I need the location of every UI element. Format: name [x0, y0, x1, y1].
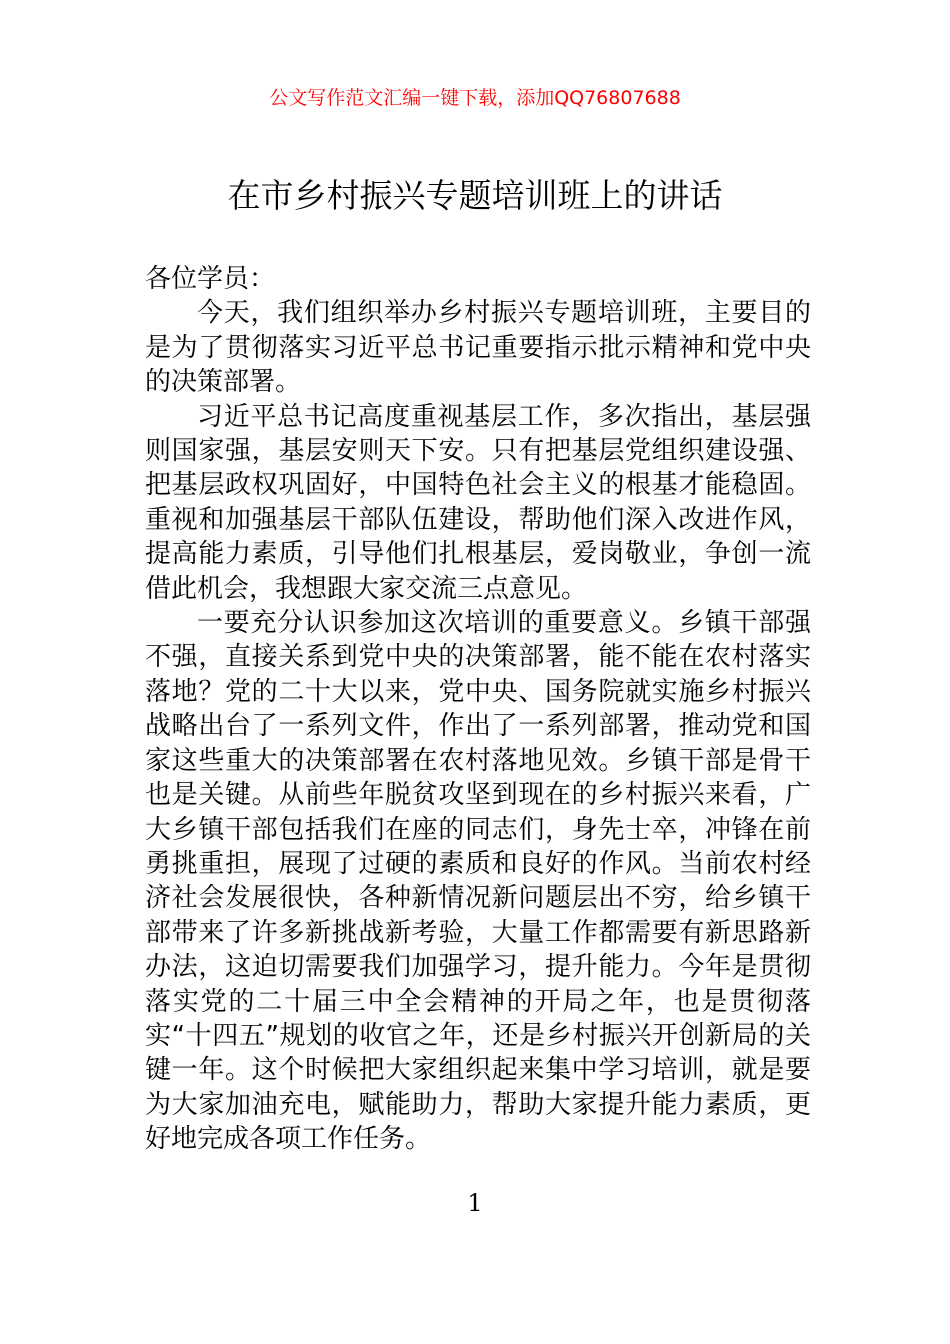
- paragraph-background: 习近平总书记高度重视基层工作，多次指出，基层强则国家强，基层安则天下安。只有把基层党组织建设强、把基层政权巩固好，中国特色社会主义的根基才能稳固。重视和加强基层干部队伍建设，帮助他们深入改进作风，提高能力素质，引导他们扎根基层，爱岗敬业，争创一流借此机会，我想跟大家交流三点意见。: [145, 401, 811, 604]
- download-ad-note: 公文写作范文汇编一键下载，添加QQ76807688: [269, 87, 681, 109]
- paragraph-point-one: 一要充分认识参加这次培训的重要意义。乡镇干部强不强，直接关系到党中央的决策部署，能不能在农村落实落地？党的二十大以来，党中央、国务院就实施乡村振兴战略出台了一系列文件，作出了一系列部署，推动党和国家这些重大的决策部署在农村落地见效。乡镇干部是骨干也是关键。从前些年脱贫攻坚到现在的乡村振兴来看，广大乡镇干部包括我们在座的同志们，身先士卒，冲锋在前勇挑重担，展现了过硬的素质和良好的作风。当前农村经济社会发展很快，各种新情况新问题层出不穷，给乡镇干部带来了许多新挑战新考验，大量工作都需要有新思路新办法，这迫切需要我们加强学习，提升能力。今年是贯彻落实党的二十届三中全会精神的开局之年，也是贯彻落实“十四五”规划的收官之年，还是乡村振兴开创新局的关键一年。这个时候把大家组织起来集中学习培训，就是要为大家加油充电，赋能助力，帮助大家提升能力素质，更好地完成各项工作任务。: [145, 608, 811, 1155]
- document-title: 在市乡村振兴专题培训班上的讲话: [227, 176, 723, 215]
- page-number: 1: [467, 1189, 483, 1217]
- salutation: 各位学员：: [145, 264, 276, 294]
- speech-body: [145, 262, 811, 1157]
- paragraph-intro: 今天，我们组织举办乡村振兴专题培训班，主要目的是为了贯彻落实习近平总书记重要指示批示精神和党中央的决策部署。: [145, 298, 811, 398]
